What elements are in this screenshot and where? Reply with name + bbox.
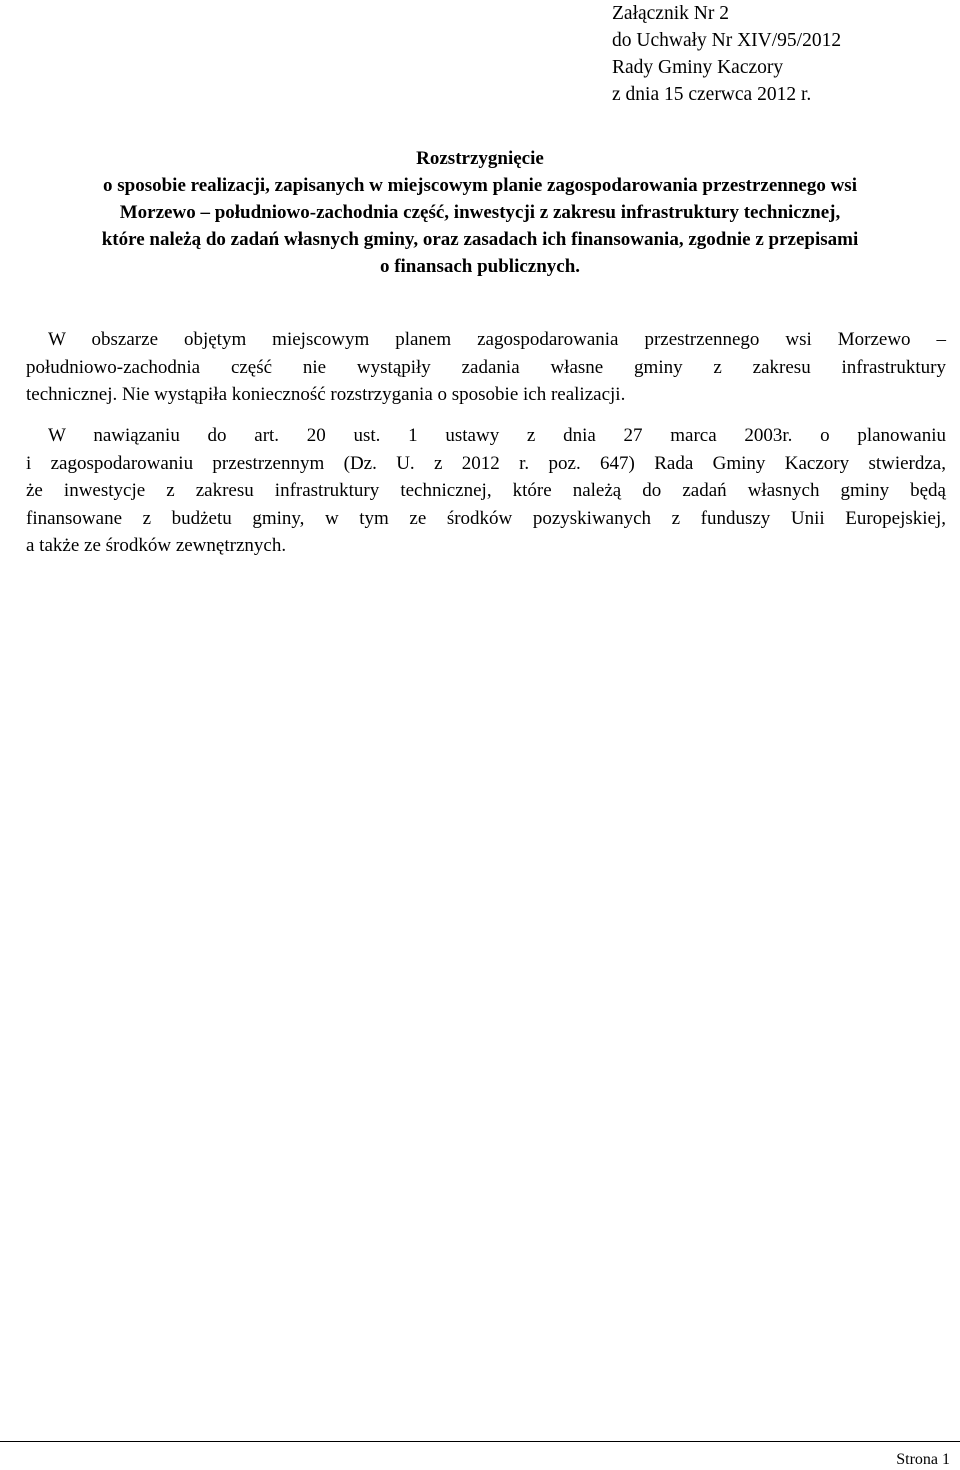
paragraph-line: a także ze środków zewnętrznych.	[26, 535, 287, 556]
annex-title: Załącznik Nr 2	[612, 3, 729, 24]
paragraph-line: że inwestycje z zakresu infrastruktury technicznej, które należą do zadań własnych gminy będą	[26, 480, 946, 501]
paragraph-line: W nawiązaniu do art. 20 ust. 1 ustawy z dnia 27 marca 2003r. o planowaniu	[48, 425, 946, 446]
title-line: o sposobie realizacji, zapisanych w miejscowym planie zagospodarowania przestrzennego wsi	[103, 175, 857, 196]
page-number: Strona 1	[896, 1451, 950, 1468]
paragraph-1	[26, 326, 946, 409]
document-title	[22, 145, 938, 280]
paragraph-line: finansowane z budżetu gminy, w tym ze środków pozyskiwanych z funduszy Unii Europejskiej,	[26, 507, 946, 529]
footer-divider	[0, 1441, 960, 1442]
paragraph-line: południowo-zachodnia część nie wystąpiły zadania własne gminy z zakresu infrastruktury	[26, 356, 946, 378]
title-line: o finansach publicznych.	[379, 256, 581, 277]
title-line: które należą do zadań własnych gminy, oraz zasadach ich finansowania, zgodnie z przepisami	[101, 229, 859, 250]
annex-council: Rady Gminy Kaczory	[612, 57, 784, 78]
title-line: Rozstrzygnięcie	[416, 148, 544, 169]
paragraph-line: i zagospodarowaniu przestrzennym (Dz. U. z 2012 r. poz. 647) Rada Gminy Kaczory stwierdza,	[26, 452, 946, 474]
paragraph-line: W obszarze objętym miejscowym planem zagospodarowania przestrzennego wsi Morzewo –	[48, 329, 946, 350]
title-line: Morzewo – południowo-zachodnia część, inwestycji z zakresu infrastruktury technicznej,	[119, 202, 841, 223]
annex-date: z dnia 15 czerwca 2012 r.	[612, 84, 812, 105]
annex-header	[612, 0, 841, 108]
paragraph-line: technicznej. Nie wystąpiła konieczność rozstrzygania o sposobie ich realizacji.	[26, 384, 626, 405]
annex-resolution-number: do Uchwały Nr XIV/95/2012	[612, 30, 842, 51]
paragraph-2	[26, 422, 946, 560]
